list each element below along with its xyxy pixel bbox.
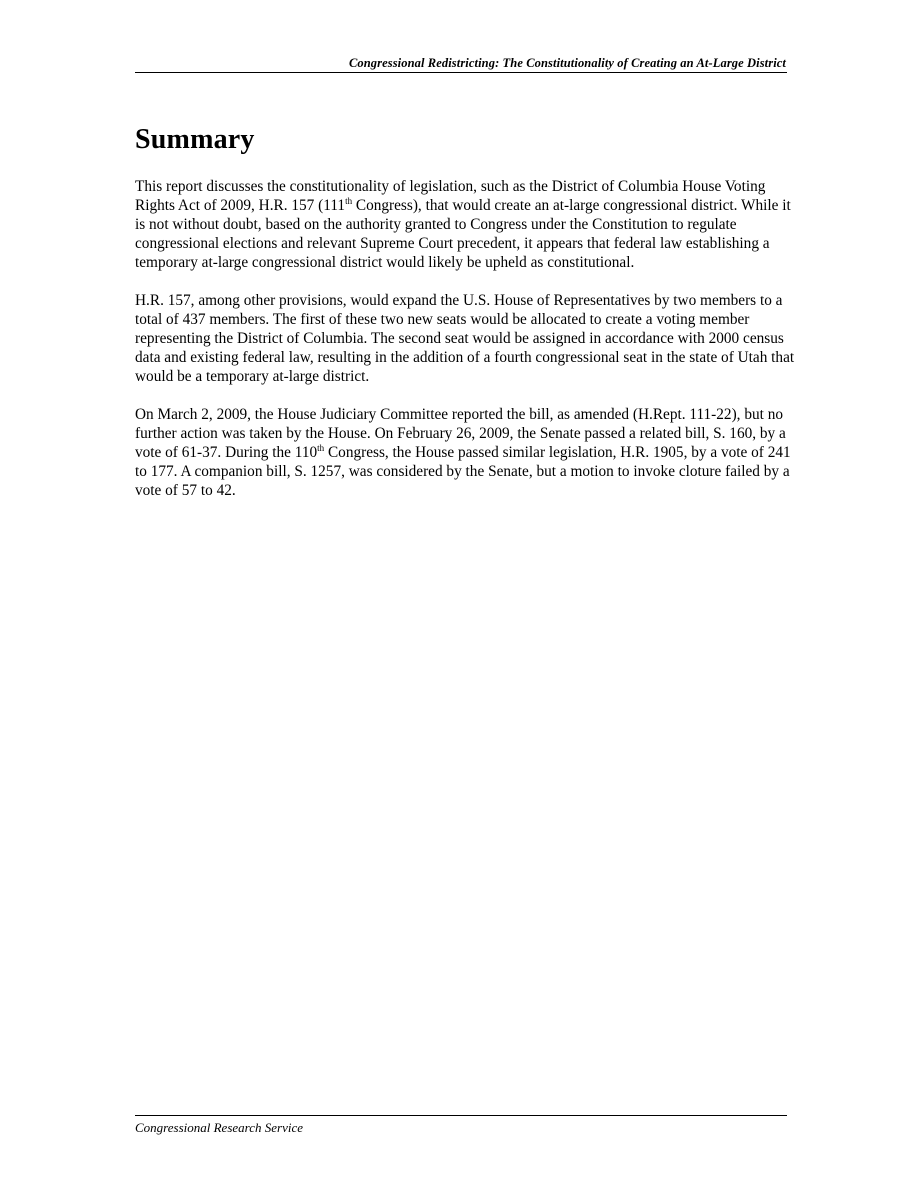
header-rule: [135, 72, 787, 73]
paragraph-3: [135, 405, 795, 500]
footer-organization: Congressional Research Service: [135, 1120, 303, 1135]
summary-body: [135, 177, 795, 519]
paragraph-1: [135, 177, 795, 272]
footer-rule: [135, 1115, 787, 1116]
paragraph-2: H.R. 157, among other provisions, would expand the U.S. House of Representatives by two members to a total of 437 members. The first of these two new seats would be allocated to create a voting member representing the District of Columbia. The second seat would be assigned in accordance with 2000 census data and existing federal law, resulting in the addition of a fourth congressional seat in the state of Utah that would be a temporary at-large district.: [135, 292, 795, 385]
running-header: Congressional Redistricting: The Constitutionality of Creating an At-Large District: [348, 56, 786, 70]
ordinal-suffix: th: [317, 443, 325, 453]
paragraph-3-text-b: Congress, the House passed similar legislation, H.R. 1905, by a vote of 241 to 177. A companion bill, S. 1257, was considered by the Senate, but a motion to invoke cloture failed by a vote of 57 to 42.: [135, 444, 791, 499]
paragraph-1-text-a: This report discusses the constitutionality of legislation, such as the District of Columbia House Voting Rights Act of 2009, H.R. 157 (111: [135, 178, 766, 214]
paragraph-3-text-a: On March 2, 2009, the House Judiciary Committee reported the bill, as amended (H.Rept. 111-22), but no further action was taken by the House. On February 26, 2009, the Senate passed a related bill, S. 160, by a vote of 61-37. During the 110: [135, 406, 786, 461]
section-title: Summary: [135, 124, 255, 155]
ordinal-suffix: th: [345, 196, 353, 206]
paragraph-1-text-b: Congress), that would create an at-large congressional district. While it is not without doubt, based on the authority granted to Congress under the Constitution to regulate congressional elections and relevant Supreme Court precedent, it appears that federal law establishing a temporary at-large congressional district would likely be upheld as constitutional.: [135, 197, 791, 271]
